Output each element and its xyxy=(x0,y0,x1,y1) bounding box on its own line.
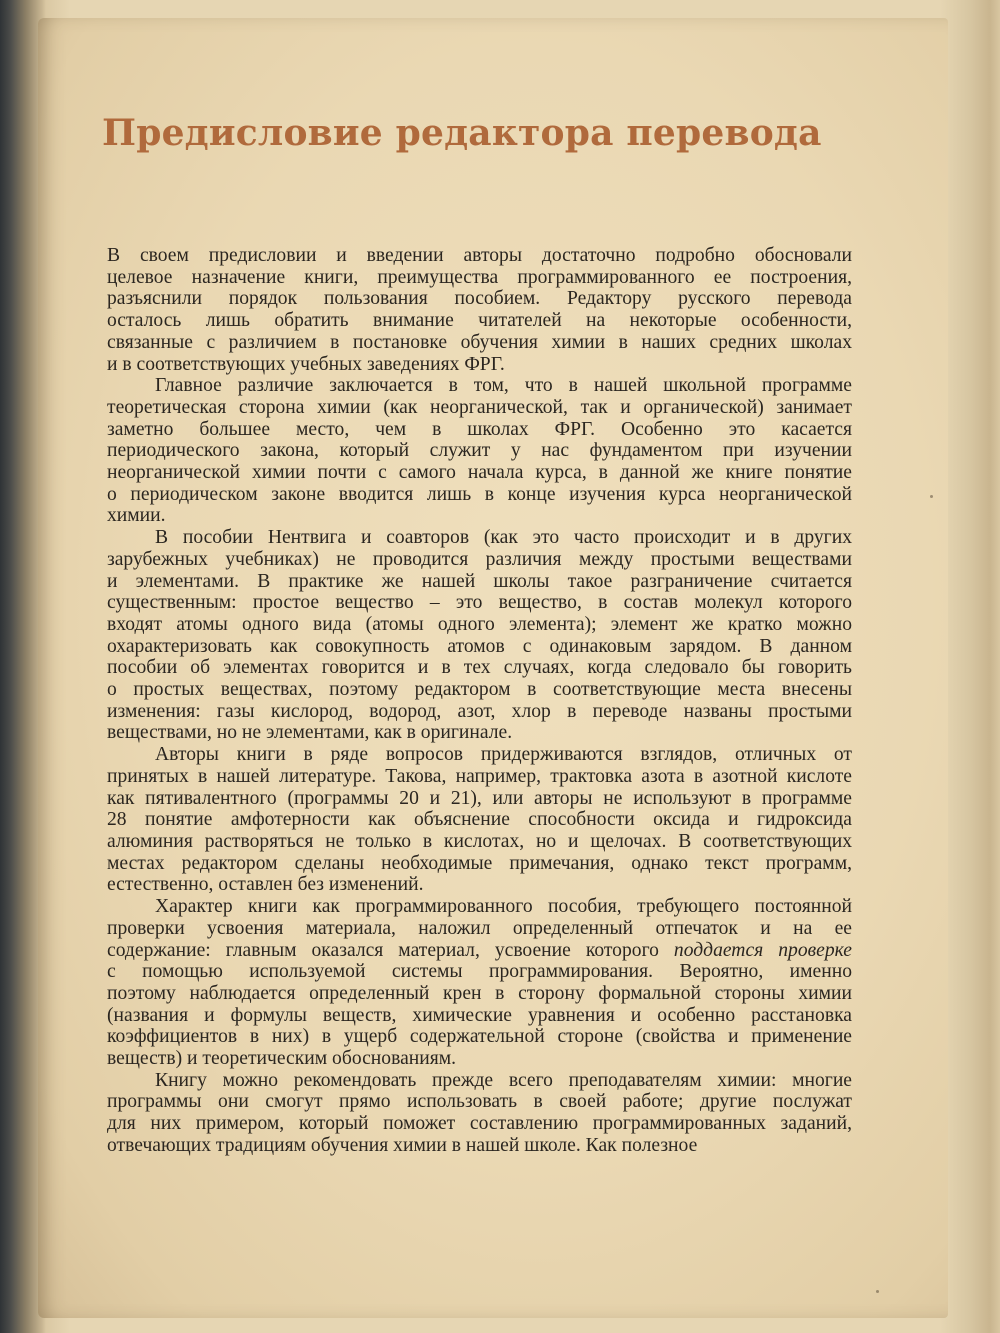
text-line: В своем предисловии и введении авторы достаточно подробно обосновали xyxy=(107,245,852,266)
page-heading: Предисловие редактора перевода xyxy=(102,112,822,154)
page-edge xyxy=(940,0,1000,1333)
text-line: как пятивалентного (программы 20 и 21), или авторы не используют в программе xyxy=(107,787,852,809)
text-line: содержание: главным оказался материал, усвоение которого поддается проверке xyxy=(107,939,852,961)
text-line: естественно, оставлен без изменений. xyxy=(107,874,424,896)
text-line: программы они смогут прямо использовать в своей работе; другие послужат xyxy=(107,1091,852,1113)
text-line: веществ) и теоретическим обоснованиям. xyxy=(107,1048,457,1070)
text-line: теоретическая сторона химии (как неорганической, так и органической) занимает xyxy=(107,396,852,418)
text-line: местах редактором сделаны необходимые примечания, однако текст программ, xyxy=(107,852,852,874)
emphasis-text: поддается проверке xyxy=(673,939,852,961)
body-text xyxy=(107,245,852,1157)
text-line: зарубежных учебниках) не проводится различия между простыми веществами xyxy=(107,548,852,570)
text-line: поэтому наблюдается определенный крен в сторону формальной стороны химии xyxy=(107,982,852,1004)
text-line: и элементами. В практике же нашей школы такое разграничение считается xyxy=(107,570,852,592)
text-line: пособии об элементах говорится и в тех случаях, когда следовало бы говорить xyxy=(107,657,852,679)
text-line: периодического закона, который служит у нас фундаментом при изучении xyxy=(107,440,852,462)
text-line: (названия и формулы веществ, химические уравнения и особенно расстановка xyxy=(107,1004,852,1026)
text-line: с помощью используемой системы программирования. Вероятно, именно xyxy=(107,961,852,983)
text-line: коэффициентов в них) в ущерб содержательной стороне (свойства и применение xyxy=(107,1026,852,1048)
text-line: изменения: газы кислород, водород, азот, хлор в переводе названы простыми xyxy=(107,700,852,722)
text-line: разъяснили порядок пользования пособием. Редактору русского перевода xyxy=(107,288,852,310)
text-line: охарактеризовать как совокупность атомов с одинаковым зарядом. В данном xyxy=(107,635,852,657)
paper-speck xyxy=(930,495,933,498)
text-line: входят атомы одного вида (атомы одного элемента); элемент же кратко можно xyxy=(107,613,852,635)
text-line: веществами, но не элементами, как в оригинале. xyxy=(107,722,513,744)
text-line: отвечающих традициям обучения химии в нашей школе. Как полезное xyxy=(107,1134,698,1156)
text-line: связанные с различием в постановке обучения химии в наших средних школах xyxy=(107,331,852,353)
text-line: проверки усвоения материала, наложил определенный отпечаток и на ее xyxy=(107,917,852,939)
text-line: Характер книги как программированного пособия, требующего постоянной xyxy=(155,896,852,918)
text-line: о периодическом законе вводится лишь в конце изучения курса неорганической xyxy=(107,483,852,505)
text-line: алюминия растворяться не только в кислотах, но и щелочах. В соответствующих xyxy=(107,830,852,852)
text-line: принятых в нашей литературе. Такова, например, трактовка азота в азотной кислоте xyxy=(107,765,852,787)
paper-speck xyxy=(876,1290,879,1293)
text-line: В пособии Нентвига и соавторов (как это часто происходит и в других xyxy=(155,527,852,549)
text-line: неорганической химии почти с самого начала курса, в данной же книге понятие xyxy=(107,462,852,484)
text-line: целевое назначение книги, преимущества программированного ее построения, xyxy=(107,266,852,288)
text-line: для них примером, который поможет составлению программированных заданий, xyxy=(107,1113,852,1135)
text-line: существенным: простое вещество – это вещество, в состав молекул которого xyxy=(107,592,852,614)
text-line: о простых веществах, поэтому редактором в соответствующие места внесены xyxy=(107,679,852,701)
text-line: 28 понятие амфотерности как объяснение способности оксида и гидроксида xyxy=(107,809,852,831)
text-line: Авторы книги в ряде вопросов придерживаются взглядов, отличных от xyxy=(155,744,852,766)
text-line: и в соответствующих учебных заведениях ФРГ. xyxy=(107,353,505,375)
text-line: Книгу можно рекомендовать прежде всего преподавателям химии: многие xyxy=(155,1069,852,1091)
text-line: заметно большее место, чем в школах ФРГ. Особенно это касается xyxy=(107,418,852,440)
text-line: осталось лишь обратить внимание читателей на некоторые особенности, xyxy=(107,310,852,332)
text-line: Главное различие заключается в том, что в нашей школьной программе xyxy=(155,375,852,397)
text-line: химии. xyxy=(107,505,166,527)
